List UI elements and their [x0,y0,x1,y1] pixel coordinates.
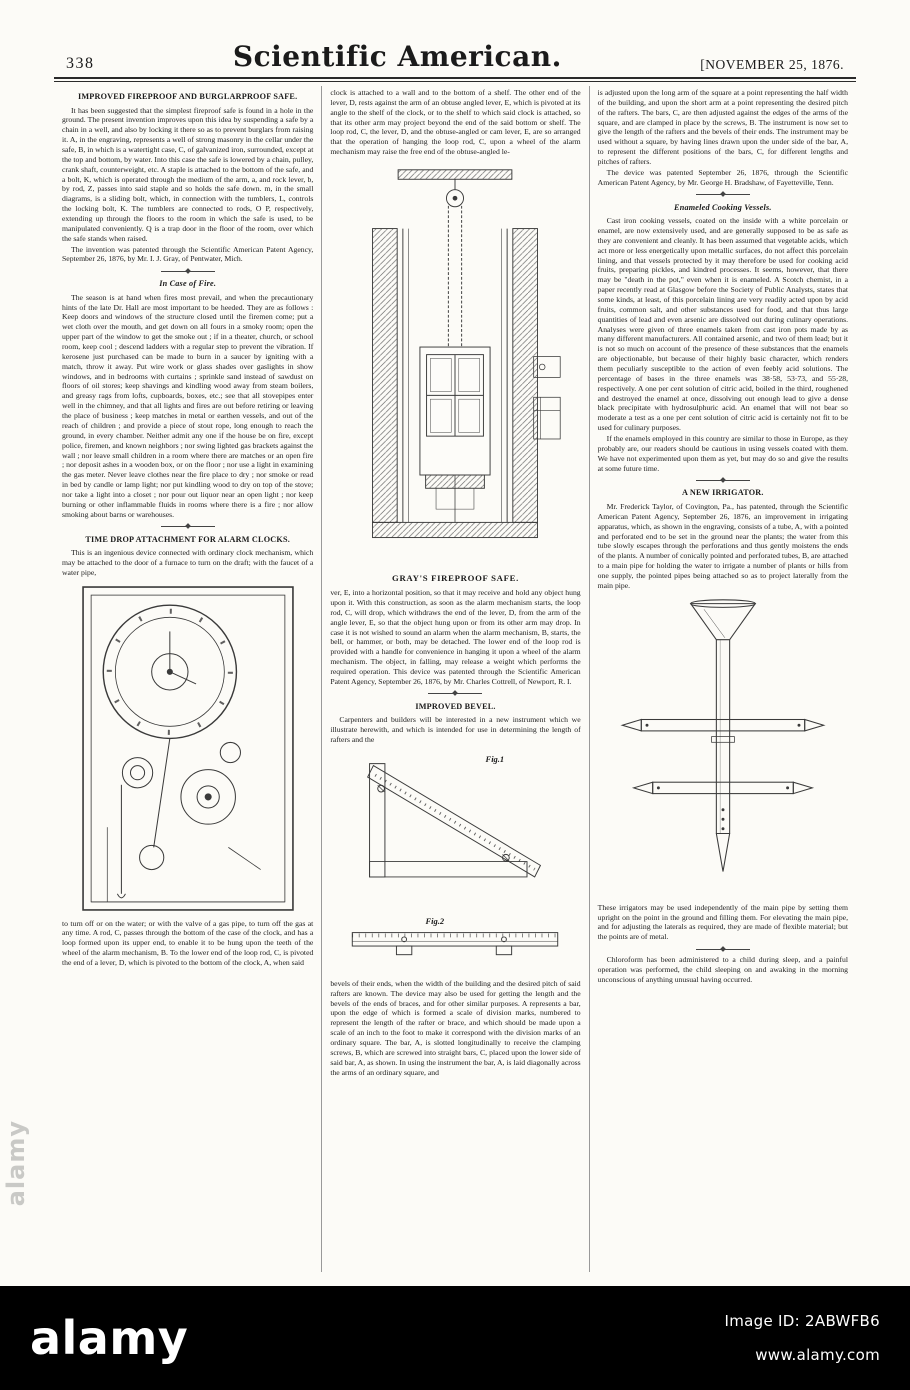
irrigator-engraving-illustration [609,596,837,900]
article-title: IMPROVED BEVEL. [415,701,496,711]
paragraph: is adjusted upon the long arm of the square at a point representing the half width of the building, and upon the short arm at a point representing the desired pitch of the rafters. The bars, C, are then adjusted against the edges of the arms of the square, and are clamped in place by the screws, B. The instrument is now set to give the length of the rafters and the bevels of their ends. The instrument may be used without a square, by having lines drawn upon the under side of the bar, A, to represent the different positions of the bars, C, for different lengths and pitches of rafters. [597,88,848,167]
paragraph: bevels of their ends, when the width of the building and the desired pitch of said rafters are known. The device may also be used for getting the length and the bevels of the ends of braces, and for other similar purposes. A represents a bar, upon the edge of which is formed a scale of division marks, numbered to represent the length of the rafter or brace, and which should be made upon a scale of an inch to the foot to make it correspond with the division marks of an ordinary square. The bar, A, is slotted longitudinally to receive the clamping screws, B, which are screwed into straight bars, C, placed upon the lower side of said bar, A, as shown. In using the instrument the bar, A, is laid diagonally across the arms of an ordinary square, and [330,978,581,1077]
alamy-bar [0,1286,910,1390]
article-title: A NEW IRRIGATOR. [681,488,764,498]
figure-label: Fig.2 [425,915,445,926]
page-number: 338 [66,55,95,72]
paragraph: It has been suggested that the simplest fireproof safe is found in a hole in the ground. The present invention improves upon this idea by suspending a safe by a chain in a well, and also by locking it there so as to prevent burglars from raising it. A, in the engraving, represents a well of strong masonry in the cellar under the safe, B, in which is a watertight case, C, of galvanized iron, surrounded, except at the top and bottom, by water. Into this case the safe is lowered by a chain, pulley, crank shaft, counterweight, etc. A staple is attached to the bottom of the safe, and a bolt, K, which is operated through the medium of the arm, a, and rock lever, b, by rod, Z, passes into said staple and so holds the safe down. m, in the small diagrams, is a sliding bolt, which, in connection with the tumblers, L, controls the locking bolt, K. The tumblers are connected to rods, O P, respectively, extending up through the floors to the room in which the safe is used, to be manipulated conveniently. Q is a trap door in the floor of the room, over which the safe stands when raised. [62,105,314,243]
article-columns [54,86,856,1272]
paragraph: Carpenters and builders will be interested in a new instrument which we illustrate herewith, and which is intended for use in determining the length of rafters and the [330,715,581,744]
figure-label: Fig.1 [485,753,505,764]
bevel-figure [330,750,580,976]
paragraph: Chloroform has been administered to a child during sleep, and a painful operation was performed, the child sleeping on and awaking in the morning unconscious of anything unusual having occurred. [597,955,848,984]
paragraph: The season is at hand when fires most prevail, and when the precautionary hints of the late Dr. Hall are most important to be heeded. They are as follows : Keep doors and windows of the structure closed until the firemen come; put a wet cloth over the mouth, and get down on all fours in a smoky room; open the upper part of the window to get the smoke out ; if in a theater, church, or school room, keep cool ; descend ladders with a regular step to prevent the vibration. If kerosene just purchased can be made to burn in a saucer by igniting with a match, throw it away. Put wire work or glass shades over gaslights in show windows, and in bedrooms with curtains ; sprinkle sand instead of sawdust on floors of oil stores; keep shavings and kindling wood away from steam boilers, and greasy rags from lofts, cupboards, boxes, etc.; see that all stovepipes enter well in the chimney, and that all lights and fires are out before retiring or leaving the place of business ; keep matches in metal or earthen vessels, and out of the reach of children ; and provide a piece of stout rope, long enough to reach the ground, in every chamber. Neither admit any one if the house be on fire, except police, firemen, and known neighbors ; nor swing lighted gas brackets against the wall ; nor leave small children in a room where there are matches or an open fire ; nor deposit ashes in a wooden box, or on the floor ; nor use a light in examining the gas meter. Never leave clothes near the fire place to dry ; nor smoke or read in bed by candle or lamp light; nor put kindling wood to dry on top of the stove; nor take a light into a closet ; nor pour out liquor near an open light ; nor keep burning or other inflammable fluids in rooms where there is a fire ; nor allow smoking about barns or warehouses. [62,292,314,519]
article-title: In Case of Fire. [159,279,217,289]
article-title: IMPROVED FIREPROOF AND BURGLARPROOF SAFE. [77,92,298,101]
irrigator-figure [598,596,848,900]
column-2 [321,86,588,1272]
alamy-side-watermark: alamy [2,1120,30,1207]
section-divider [161,267,215,275]
section-divider [696,191,750,199]
newspaper-page [54,40,856,1272]
image-id: Image ID: 2ABWFB6 [724,1312,880,1330]
paragraph: If the enamels employed in this country are similar to those in Europe, as they probably are, our readers should be cautious in using vessels coated with them. We have not experimented upon them as yet, but may do so and give the results at some future time. [597,434,848,473]
column-3 [589,86,856,1272]
paragraph: The device was patented September 26, 1876, through the Scientific American Patent Agency, by Mr. George H. Bradshaw, of Fayetteville, Tenn. [597,167,848,187]
article-title: Enameled Cooking Vessels. [674,202,772,212]
alarm-clock-figure [62,583,313,916]
page-header [54,40,856,75]
alamy-logo: alamy [30,1311,189,1365]
section-divider [161,523,215,531]
alarm-clock-engraving-illustration [77,583,299,916]
masthead-title: Scientific American. [232,40,562,73]
fireproof-safe-figure [330,162,580,570]
section-divider [696,476,750,484]
article-title: TIME DROP ATTACHMENT FOR ALARM CLOCKS. [85,534,290,544]
alamy-url: www.alamy.com [755,1346,880,1364]
header-rule [54,77,856,82]
paragraph: Mr. Frederick Taylor, of Covington, Pa., has patented, through the Scientific American Patent Agency, September 26, 1876, an improvement in irrigating apparatus, which, as shown in the engraving, consists of a tube, A, with a pointed and perforated end to be set in the ground near the plants; the water from this tube slowly escapes through the perforations and thus gently moistens the ends of the plants. A number of conically pointed and perforated tubes, B, are attached to a main pipe for holding the water to irrigate a number of plants or hills from one supply, the pointed pipes being attached so as to project laterally from the main pipe. [597,501,848,590]
figure-caption: GRAY'S FIREPROOF SAFE. [392,573,519,584]
column-1 [54,86,321,1272]
paragraph: to turn off or on the water; or with the valve of a gas pipe, to turn off the gas at any time. A rod, C, passes through the bottom of the case of the clock, and has a loop formed upon its upper end, to enable it to be hung upon the teeth of the wheel of the alarm mechanism, B. To the lower end of the loop rod, C, is pivoted the end of a lever, D, which is pivoted to the bottom of the clock, A, when said [62,918,314,968]
alamy-meta [725,1312,881,1364]
section-divider [428,690,482,698]
paragraph: These irrigators may be used independently of the main pipe by setting them upright on the point in the ground and filling them. For elevating the main pipe, and for adjusting the laterals as required, they are made of flexible material; but the points are of metal. [597,902,848,942]
paragraph: The invention was patented through the Scientific American Patent Agency, September 26, 1876, by Mr. I. J. Gray, of Pentwater, Mich. [62,244,314,264]
paragraph: This is an ingenious device connected with ordinary clock mechanism, which may be attached to the door of a furnace to turn on the draft; with the faucet of a water pipe, [62,548,314,577]
paragraph: ver, E, into a horizontal position, so that it may receive and hold any object hung upon it. With this construction, as soon as the alarm mechanism starts, the loop rod, C, will drop, which withdraws the end of the lever, D, from the arm of the angle lever, E, so that the object hung upon or from its other arm may drop. In case it is not wished to sound an alarm when the alarm mechanism, B, starts, the bell, or hammer, or both, may be detached. The lower end of the loop rod is provided with a handle for convenience in hanging it upon a wheel of the alarm mechanism. The object, in falling, may release a weight which performs the required operation. This device was patented through the Scientific American Patent Agency, September 26, 1876, by Mr. Charles Cottrell, of Newport, R. I. [330,588,581,686]
issue-date: [NOVEMBER 25, 1876. [700,57,844,72]
section-divider [696,945,750,953]
paragraph: Cast iron cooking vessels, coated on the inside with a white porcelain or enamel, are now extensively used, and are generally supposed to be as safe as they are convenient and cleanly. It has been assumed that vegetable acids, which act more or less energetically upon metallic surfaces, do not affect this porcelain lining, and that vessels protected by it may therefore be used for cooking acid fruits, preparing pickles, and kindred processes. It seems, however, that there may be "death in the pot," even when it is enameled. A Scotch chemist, in a paper recently read at Glasgow before the Society of Public Analysts, states that some kinds, at least, of this porcelain lining are very readily acted upon by acid fruits, common salt, and other substances used for food, and that thus large quantities of lead and even arsenic are dissolved out during culinary operations. Analyses were given of three enamels taken from cast iron pots made by as many different manufacturers. All contained arsenic, and two of them lead; but it is not so much on account of the presence of these substances that the enamels are objectionable, but because of their highly basic character, which renders them peculiarly susceptible to the action of even feebly acid solutions. The percentage of bases in the three enamels was 38·58, 53·73, and 55·28, respectively. A one per cent solution of citric acid, boiled in the third, roughened and destroyed the enamel at once, dissolving out enough lead to give a dense black precipitate with hydrosulphuric acid. An enamel that will not bear so moderate a test as a one per cent solution of citric acid is certainly not fit to be used for culinary purposes. [597,216,848,433]
paragraph: clock is attached to a wall and to the bottom of a shelf. The other end of the lever, D, rests against the arm of an obtuse angled lever, E, which is pivoted at its angle to the shelf of the clock, or to the shelf to which said clock is attached, so that its other arm may project beyond the end of the said bottom or shelf. The loop rod, C, the lever, D, and the obtuse-angled or cam lever, E, are so arranged that the operation of hanging the loop rod, C, upon a wheel of the alarm mechanism may raise the free end of the obtuse-angled le- [330,88,581,157]
bevel-engraving-illustration [335,750,575,976]
fireproof-safe-engraving-illustration [346,162,564,570]
